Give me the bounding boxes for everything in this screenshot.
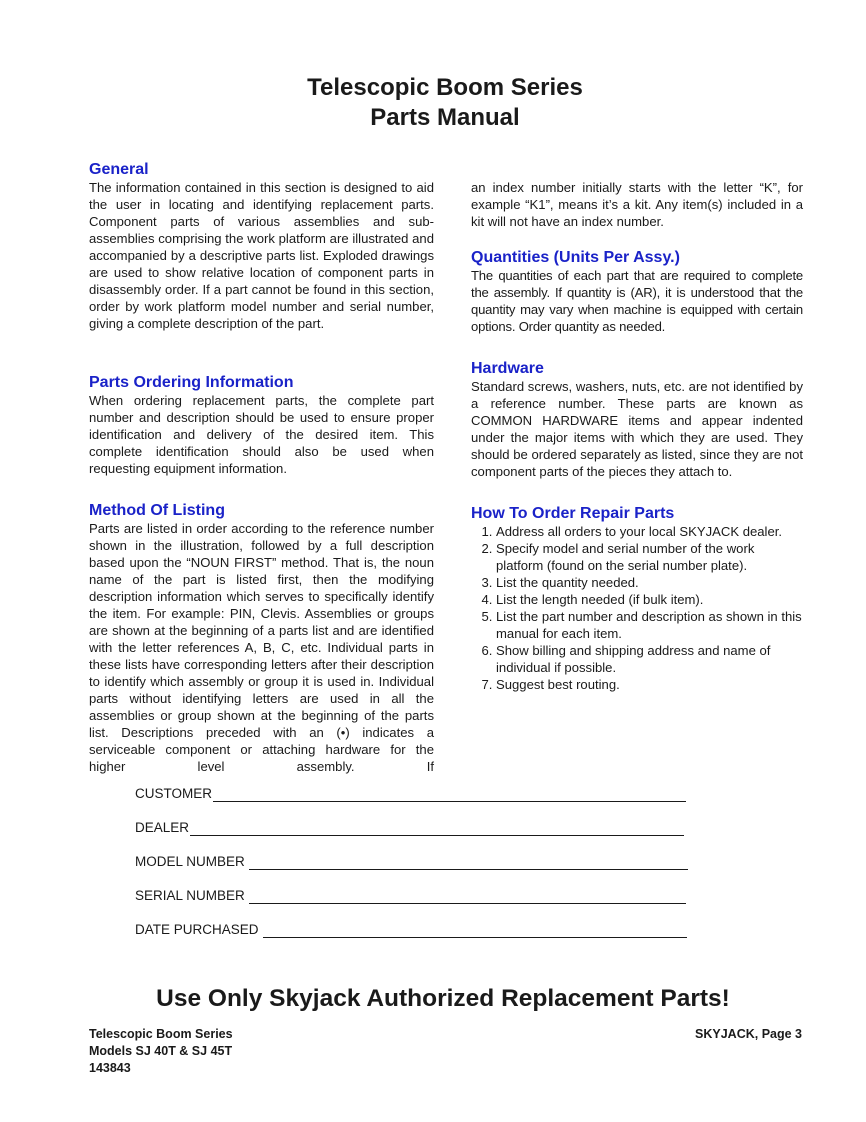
listing-continued-body: an index number initially starts with the letter “K”, for example “K1”, means it’s a kit. Any item(s) included in a kit will not have an index number. — [471, 180, 803, 229]
customer-label: CUSTOMER — [135, 786, 213, 801]
repair-step: 5. List the part number and description as shown in this manual for each item. — [496, 608, 803, 642]
hardware-heading: Hardware — [471, 360, 544, 377]
footer-left — [89, 1026, 233, 1077]
date-label: DATE PURCHASED — [135, 922, 259, 937]
quantities-heading: Quantities (Units Per Assy.) — [471, 249, 680, 266]
general-section — [89, 161, 434, 332]
repair-step: 3. List the quantity needed. — [496, 574, 803, 591]
page-subtitle: Parts Manual — [370, 104, 520, 131]
customer-row — [135, 784, 695, 802]
serial-line[interactable] — [249, 889, 686, 904]
repair-steps — [471, 523, 803, 693]
footer-series: Telescopic Boom Series — [89, 1027, 233, 1041]
footer-models: Models SJ 40T & SJ 45T — [89, 1044, 233, 1058]
dealer-line[interactable] — [190, 821, 684, 836]
repair-step: 1. Address all orders to your local SKYJACK dealer. — [496, 523, 803, 540]
hardware-section — [471, 360, 803, 480]
dealer-row — [135, 802, 695, 836]
listing-heading: Method Of Listing — [89, 502, 225, 519]
general-heading: General — [89, 161, 149, 178]
general-body: The information contained in this section is designed to aid the user in locating and identifying replacement parts. Component parts of various assemblies and sub-assemblies comprising the work platform are illustrated and accompanied by a descriptive parts list. Exploded drawings are used to show relative location of component parts in disassembly order. If a part cannot be found in this section, order by work platform model number and serial number, giving a complete description of the part. — [89, 180, 434, 331]
repair-section — [471, 505, 803, 693]
customer-line[interactable] — [213, 787, 686, 802]
repair-step: 2. Specify model and serial number of the work platform (found on the serial number plate). — [496, 540, 803, 574]
listing-body: Parts are listed in order according to the reference number shown in the illustration, followed by a full description based upon the “NOUN FIRST” method. That is, the noun name of the part is listed first, then the modifying description information which serves to specifically identify the item. For example: PIN, Clevis. Assemblies or groups are shown at the beginning of a parts list and are identified with the letter references A, B, C, etc. Individual parts in these lists have corresponding letters after their description to identify which assembly or group it is used in. Individual parts without identifying letters are used in all the assemblies or group shown at the beginning of the parts list. Descriptions preceded with an (•) indicates a serviceable component or attaching hardware for the higher level assembly. If — [89, 521, 434, 774]
footer-page: SKYJACK, Page 3 — [695, 1027, 802, 1041]
banner: Use Only Skyjack Authorized Replacement Parts! — [156, 985, 730, 1012]
hardware-body: Standard screws, washers, nuts, etc. are not identified by a reference number. These parts are known as COMMON HARDWARE items and appear indented under the major items with which they are used. They should be ordered separately as listed, since they are not component parts of the pieces they attach to. — [471, 379, 803, 479]
date-line[interactable] — [263, 923, 687, 938]
listing-section — [89, 502, 434, 775]
repair-step: 6. Show billing and shipping address and name of individual if possible. — [496, 642, 803, 676]
dealer-label: DEALER — [135, 820, 190, 835]
model-line[interactable] — [249, 855, 688, 870]
quantities-body: The quantities of each part that are required to complete the assembly. If quantity is (AR), it is understood that the quantity may vary when machine is equipped with certain options. Order quantity as needed. — [471, 268, 803, 334]
repair-step: 4. List the length needed (if bulk item). — [496, 591, 803, 608]
quantities-section — [471, 249, 803, 335]
listing-continued — [471, 179, 803, 230]
model-row — [135, 836, 695, 870]
repair-step: 7. Suggest best routing. — [496, 676, 803, 693]
serial-label: SERIAL NUMBER — [135, 888, 245, 903]
footer-doc-number: 143843 — [89, 1061, 131, 1075]
page-title: Telescopic Boom Series — [307, 74, 583, 101]
serial-row — [135, 870, 695, 904]
ordering-body: When ordering replacement parts, the complete part number and description should be used to ensure proper identification and delivery of the desired item. This complete identification should also be used when requesting equipment information. — [89, 393, 434, 476]
date-row — [135, 904, 695, 938]
customer-form — [135, 784, 695, 938]
ordering-section — [89, 374, 434, 477]
ordering-heading: Parts Ordering Information — [89, 374, 294, 391]
model-label: MODEL NUMBER — [135, 854, 245, 869]
repair-heading: How To Order Repair Parts — [471, 505, 675, 522]
